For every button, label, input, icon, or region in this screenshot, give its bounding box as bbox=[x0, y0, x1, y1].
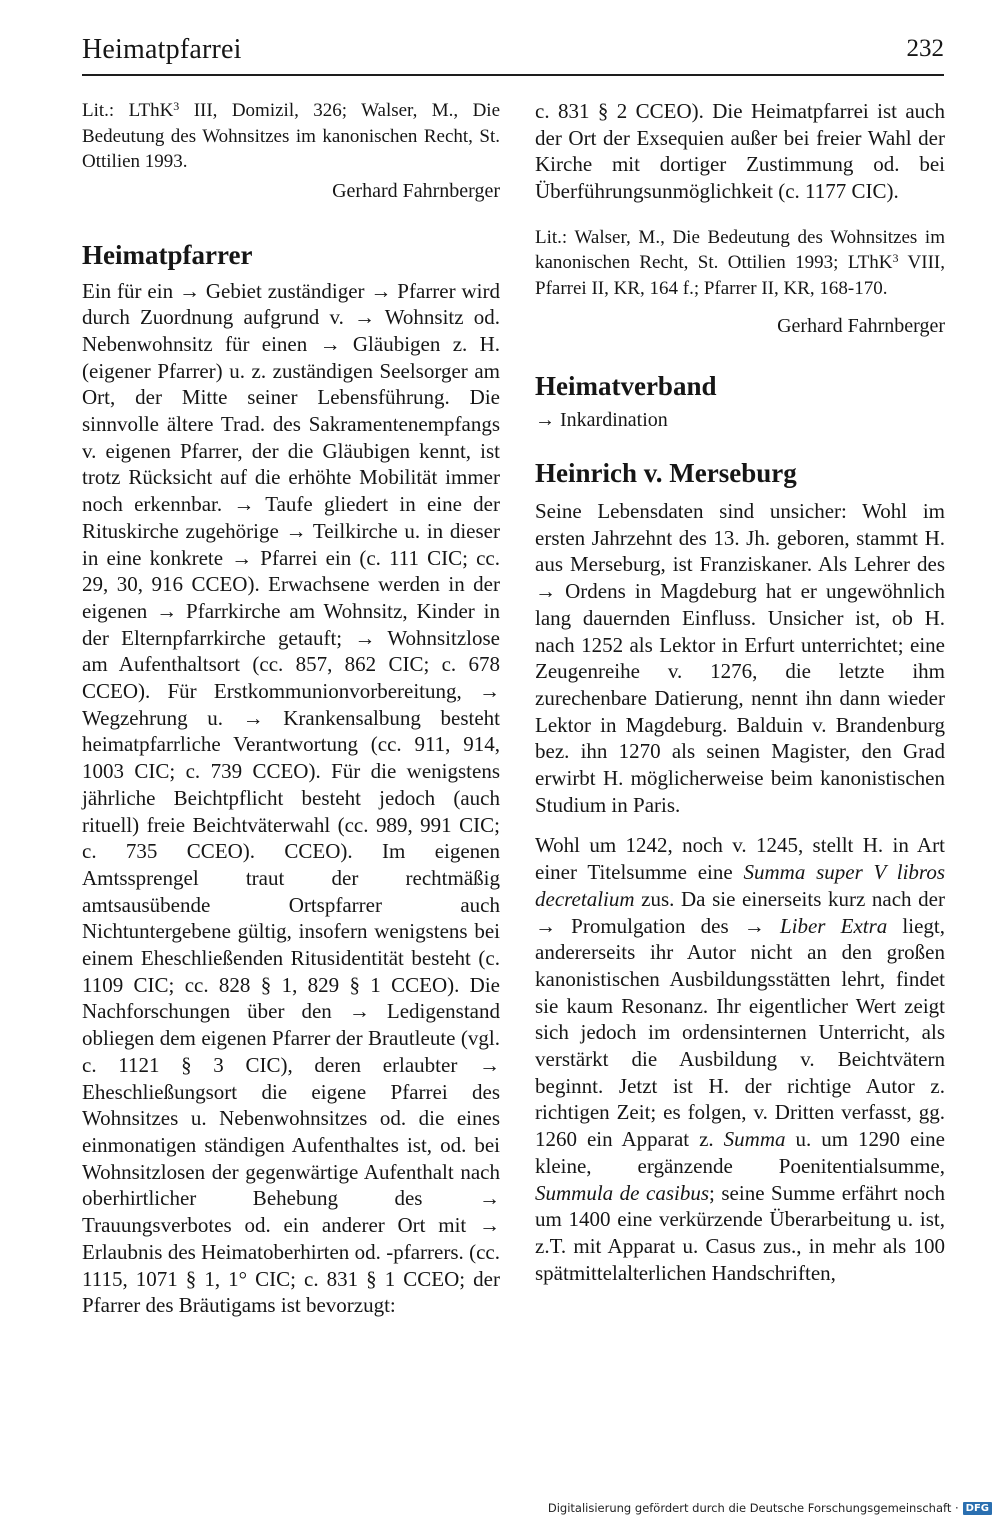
entry-heading: Heinrich v. Merseburg bbox=[535, 458, 797, 489]
entry-heading: Heimatverband bbox=[535, 371, 717, 402]
page-header bbox=[82, 34, 944, 76]
cross-reference[interactable]: → Inkardination bbox=[535, 409, 668, 432]
left-column bbox=[82, 98, 500, 1319]
dfg-logo: DFG bbox=[963, 1502, 992, 1515]
literature-note: Lit.: LThK$^3$ III, Domizil, 326; Walser, M., Die Bedeutung des Wohnsitzes im kanonischen Recht, St. Ottilien 1993. bbox=[82, 99, 501, 172]
entry-body: Wohl um 1242, noch v. 1245, stellt H. in Art einer Titelsumme eine Summa super V libros decretalium zus. Da sie einerseits kurz nach der → Promulgation des → Liber Extra liegt, andererseits ihr Autor nicht an den großen kanonistischen Ausbildungsstätten lehrt, findet sie kaum Resonanz. Ihr eigentlicher Wert zeigt sich jedoch im ordensinternen Unterricht, als verstärkt die Ausbildung v. Beichtvätern beginnt. Jetzt ist H. der richtige Autor z. richtigen Zeit; es folgen, v. Dritten verfasst, gg. 1260 ein Apparat z. Summa u. um 1290 eine kleine, ergänzende Poenitentialsumme, Summula de casibus; seine Summe erfährt noch um 1400 eine verkürzende Überarbeitung u. ist, z.T. mit Apparat u. Casus zus., in mehr als 100 spätmittelalterlichen Handschriften, bbox=[535, 833, 946, 1285]
literature-note: Lit.: Walser, M., Die Bedeutung des Wohnsitzes im kanonischen Recht, St. Ottilien 1993; LThK$^3$ VIII, Pfarrei II, KR, 164 f.; Pfarrer II, KR, 168-170. bbox=[535, 226, 945, 299]
running-title: Heimatpfarrei bbox=[82, 34, 242, 65]
entry-body: Seine Lebensdaten sind unsicher: Wohl im ersten Jahrzehnt des 13. Jh. geboren, stammt H. aus Merseburg, ist Franziskaner. Als Lehrer des → Ordens in Magdeburg hat er ungewöhnlich lang dauernden Einfluss. Unsicher ist, ob H. nach 1252 als Lektor in Erfurt unterrichtet; eine Zeugenreihe v. 1276, die letzte ihm zurechenbare Datierung, nennt ihn dann wieder Lektor in Magdeburg. Balduin v. Brandenburg bez. ihn 1270 als seinen Magister, den Grad erwirbt H. möglicherweise beim kanonistischen Studium in Paris. bbox=[535, 499, 945, 817]
digitization-footer bbox=[548, 1501, 992, 1515]
entry-body: Ein für ein → Gebiet zuständiger → Pfarrer wird durch Zuordnung aufgrund v. → Wohnsitz od. Nebenwohnsitz für einen → Gläubigen z. H. (eigener Pfarrer) u. z. zuständigen Seelsorger am Ort, der Mitte seiner Lebensführung. Die sinnvolle ältere Trad. des Sakramentenempfangs v. eigenen Pfarrer, der die Gläubigen kennt, ist trotz Rücksicht auf die erhöhte Mobilität immer noch erkennbar. → Taufe gliedert in eine der Rituskirche zugehörige → Teilkirche u. in dieser in eine konkrete → Pfarrei ein (c. 111 CIC; cc. 29, 30, 916 CCEO). Erwachsene werden in der eigenen → Pfarrkirche am Wohnsitz, Kinder in der Elternpfarrkirche getauft; → Wohnsitzlose am Aufenthaltsort (cc. 857, 862 CIC; c. 678 CCEO). Für Erstkommunionvorbereitung, → Wegzehrung u. → Krankensalbung besteht heimatpfarrliche Verantwortung (cc. 911, 914, 1003 CIC; c. 739 CCEO). Für die wenigstens jährliche Beichtpflicht besteht jedoch (auch rituell) freie Beichtväterwahl (cc. 989, 991 CIC; c. 735 CCEO). CCEO). Im eigenen Amtssprengel traut der rechtmäßig amtsausübende Ortspfarrer auch Nichtuntergebene gültig, insofern wenigstens bei einem Eheschließenden Ritusidentität besteht (c. 1109 CIC; cc. 828 § 1, 829 § 1 CCEO). Die Nachforschungen über den → Ledigenstand obliegen dem eigenen Pfarrer der Brautleute (vgl. c. 1121 § 3 CIC), deren erlaubter → Eheschließungsort die eigene Pfarrei des Wohnsitzes u. Nebenwohnsitzes od. die eines einmonatigen ständigen Aufenthaltes ist, od. bei Wohnsitzlosen der gegenwärtige Aufenthalt nach oberhirtlicher Behebung des → Trauungsverbotes od. ein anderer Ort mit → Erlaubnis des Heimatoberhirten od. -pfarrers. (cc. 1115, 1071 § 1, 1° CIC; c. 831 § 1 CCEO; der Pfarrer des Bräutigams ist bevorzugt: bbox=[82, 278, 500, 1318]
author-signature: Gerhard Fahrnberger bbox=[777, 315, 945, 338]
footer-credit: Digitalisierung gefördert durch die Deutsche Forschungsgemeinschaft · bbox=[547, 1501, 959, 1515]
right-column bbox=[535, 98, 945, 1286]
entry-heading: Heimatpfarrer bbox=[82, 239, 253, 270]
author-signature: Gerhard Fahrnberger bbox=[332, 179, 500, 202]
entry-body-continued: c. 831 § 2 CCEO). Die Heimatpfarrei ist auch der Ort der Exsequien außer bei freier Wahl der Kirche mit dortiger Zustimmung od. bei Überführungsunmöglichkeit (c. 1177 CIC). bbox=[535, 99, 945, 204]
page-number: 232 bbox=[906, 35, 944, 62]
